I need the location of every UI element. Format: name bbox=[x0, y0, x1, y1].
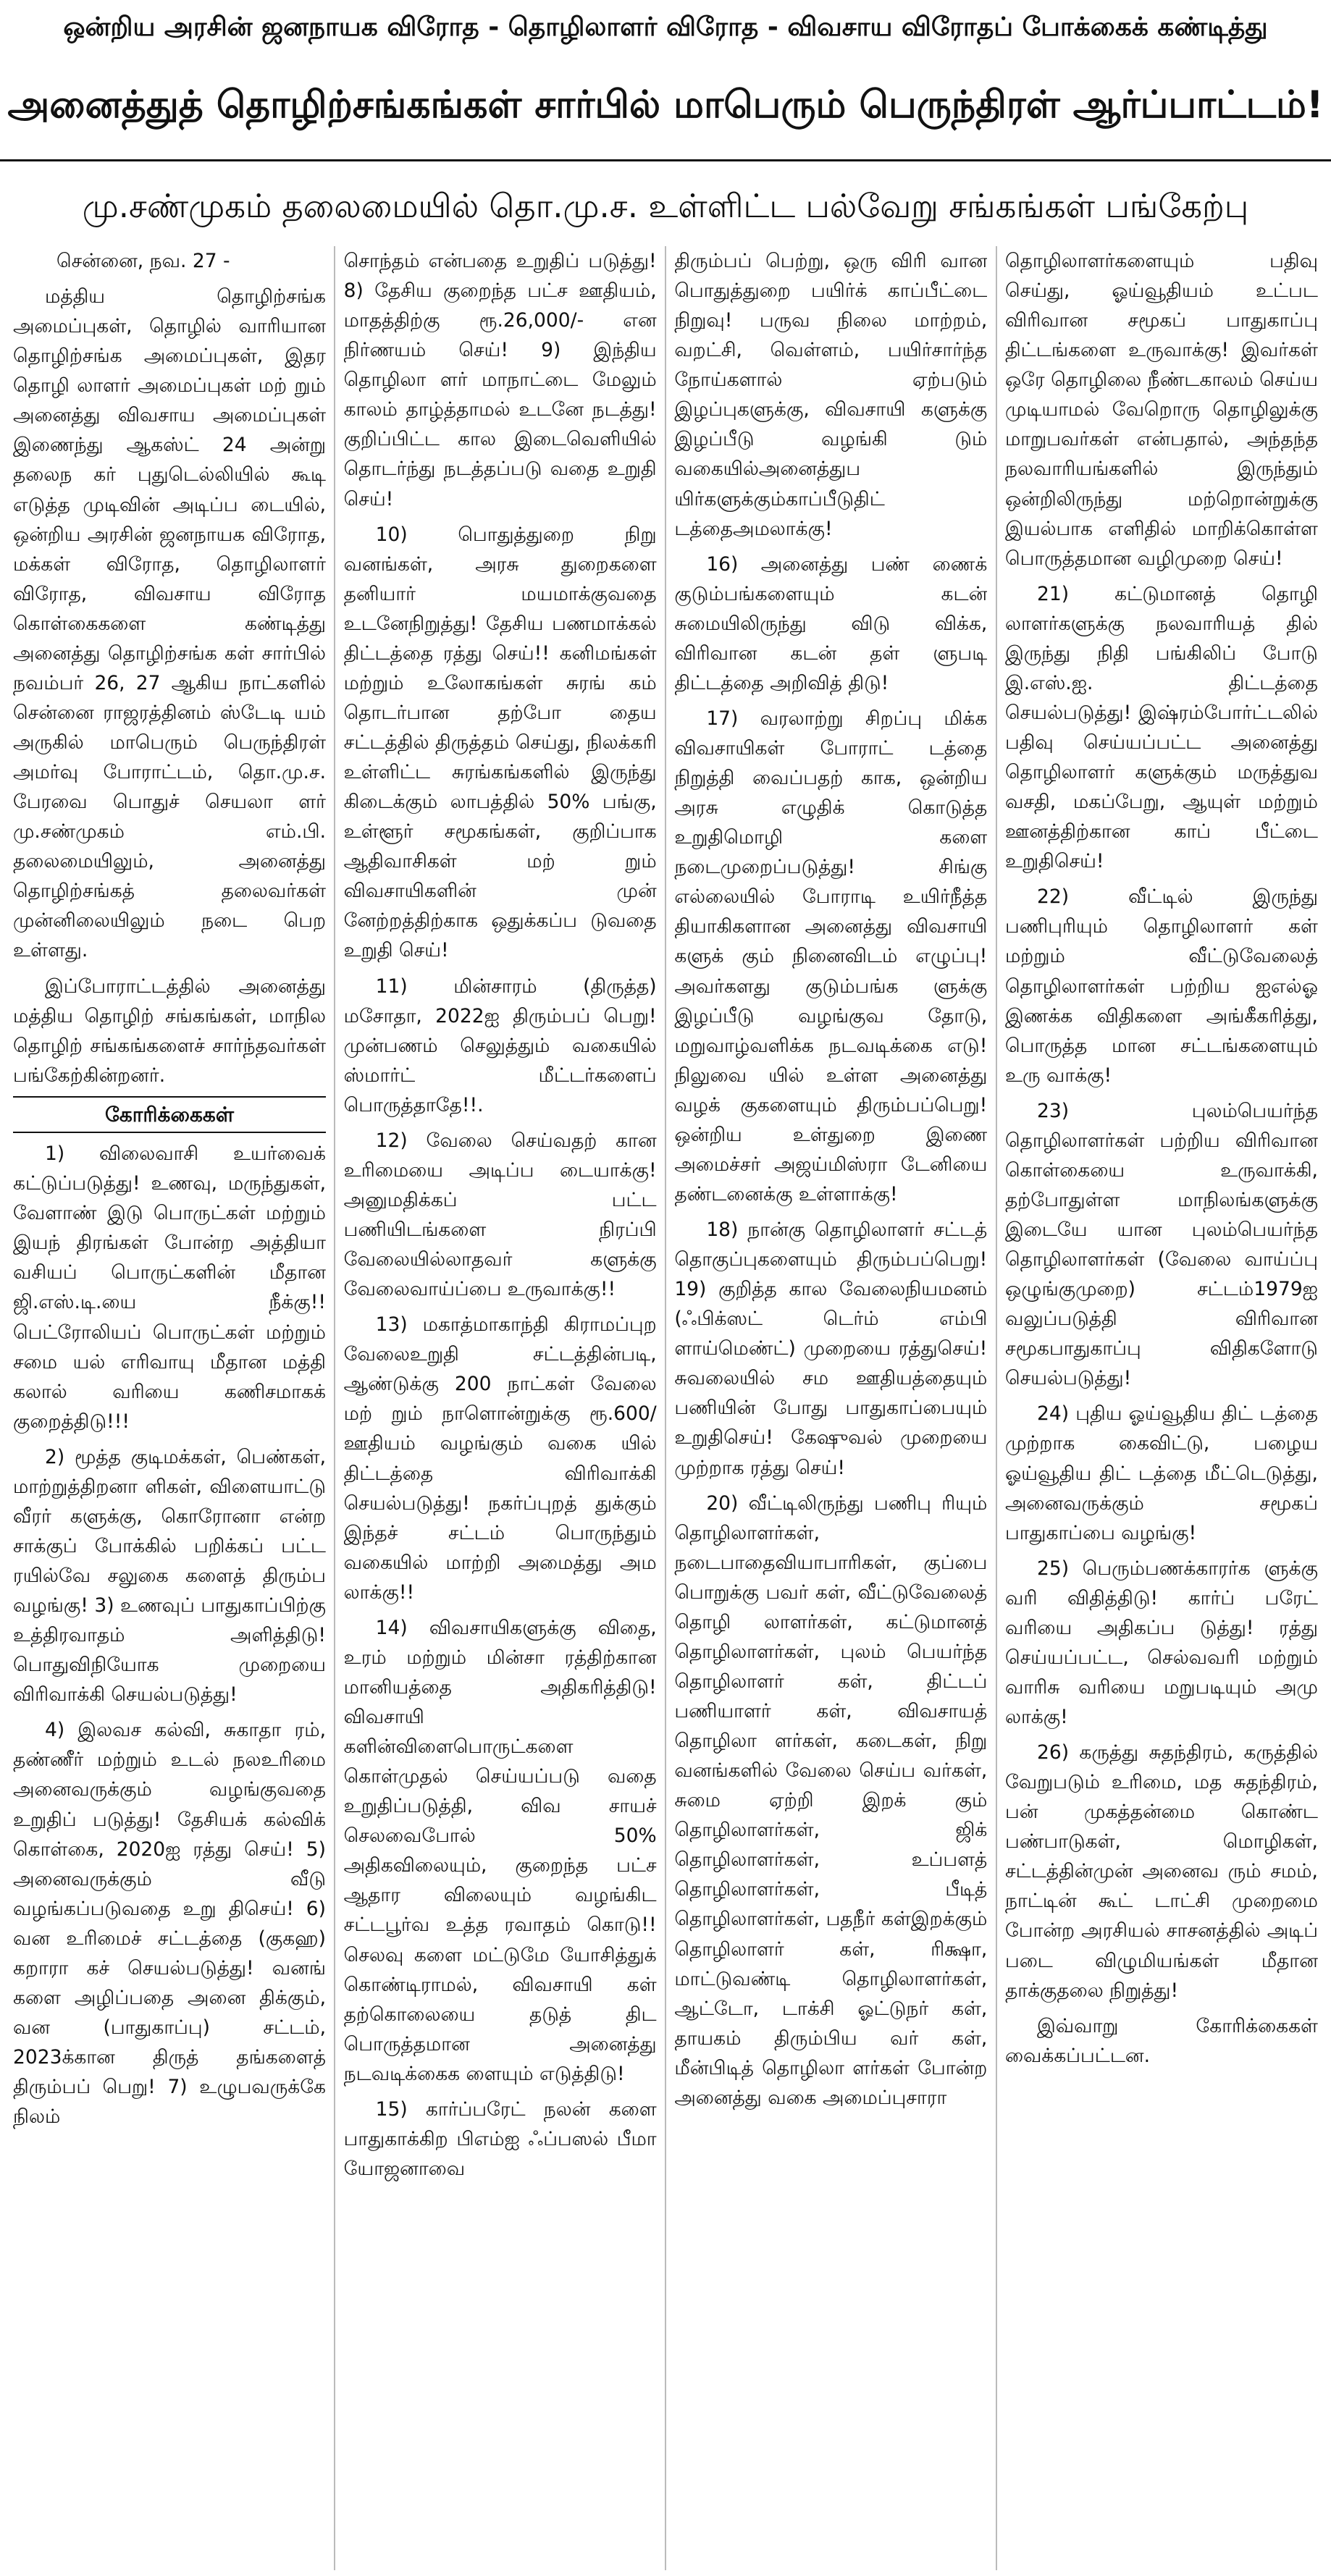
paragraph: 2) மூத்த குடிமக்கள், பெண்கள், மாற்றுத்திறனா ளிகள், விளையாட்டு வீரர் களுக்கு, கொரோனா என்ற சாக்குப் போக்கில் பறிக்கப் பட்ட ரயில்வே சலுகை களைத் திரும்ப வழங்கு! 3) உணவுப் பாதுகாப்பிற்கு உத்திரவாதம் அளித்திடு! பொதுவிநியோக முறையை விரிவாக்கி செயல்படுத்து! bbox=[13, 1445, 326, 1706]
paragraph: 23) புலம்பெயர்ந்த தொழிலாளர்கள் பற்றிய விரிவான கொள்கையை உருவாக்கி, தற்போதுள்ள மாநிலங்களுக்கு இடையே யான புலம்பெயர்ந்த தொழிலாளர்கள் (வேலை வாய்ப்பு ஒழுங்குமுறை) சட்டம்1979ஐ வலுப்படுத்தி விரிவான சமூகபாதுகாப்பு விதிகளோடு செயல்படுத்து! bbox=[1004, 1099, 1318, 1390]
column-divider bbox=[334, 246, 335, 2570]
paragraph: 18) நான்கு தொழிலாளர் சட்டத் தொகுப்புகளையும் திரும்பப்பெறு! 19) குறித்த கால வேலைநியமனம் (ஃபிக்ஸட் டெர்ம் எம்பி ளாய்மெண்ட்) முறையை ரத்துசெய்! சுவலையில் சம ஊதியத்தையும் பணியின் போது பாதுகாப்பையும் உறுதிசெய்! கேஷுவல் முறையை முற்றாக ரத்து செய்! bbox=[674, 1218, 988, 1479]
column-divider bbox=[996, 246, 997, 2570]
paragraph: 11) மின்சாரம் (திருத்த) மசோதா, 2022ஐ திரும்பப் பெறு! முன்பணம் செலுத்தும் வகையில் ஸ்மார்ட் மீட்டர்களைப் பொருத்தாதே!!. bbox=[343, 975, 657, 1116]
kicker-headline: ஒன்றிய அரசின் ஜனநாயக விரோத - தொழிலாளர் விரோத - விவசாய விரோதப் போக்கைக் கண்டித்து bbox=[63, 12, 1268, 42]
article-column-4 bbox=[1005, 246, 1318, 2570]
dateline: சென்னை, நவ. 27 - bbox=[56, 250, 230, 272]
paragraph: திரும்பப் பெற்று, ஒரு விரி வான பொதுத்துறை பயிர்க் காப்பீட்டை நிறுவு! பருவ நிலை மாற்றம், வறட்சி, வெள்ளம், பயிர்சார்ந்த நோய்களால் ஏற்படும் இழப்புகளுக்கு, விவசாயி களுக்கு இழப்பீடு வழங்கி டும் வகையில்அனைத்துப யிர்களுக்கும்காப்பீடுதிட் டத்தைஅமலாக்கு! bbox=[674, 250, 988, 540]
paragraph: 25) பெரும்பணக்காரர்க ளுக்கு வரி விதித்திடு! கார்ப் பரேட் வரியை அதிகப்ப டுத்து! ரத்து செய்யப்பட்ட, செல்வவரி மற்றும் வாரிசு வரியை மறுபடியும் அமு லாக்கு! bbox=[1004, 1557, 1318, 1728]
headline-divider bbox=[0, 159, 1331, 161]
paragraph: 16) அனைத்து பண் ணைக் குடும்பங்களையும் கடன் சுமையிலிருந்து விடு விக்க, விரிவான கடன் தள் ளுபடி திட்டத்தை அறிவித் திடு! bbox=[674, 552, 988, 694]
paragraph: 21) கட்டுமானத் தொழி லாளர்களுக்கு நலவாரியத் தில் இருந்து நிதி பங்கிலிப் போடு இ.எஸ்.ஐ. திட்டத்தை செயல்படுத்து! இஷ்ரம்போர்ட்டலில் பதிவு செய்யப்பட்ட அனைத்து தொழிலாளர் களுக்கும் மருத்துவ வசதி, மகப்பேறு, ஆயுள் மற்றும் ஊனத்திற்கான காப் பீட்டை உறுதிசெய்! bbox=[1004, 582, 1318, 873]
section-heading: கோரிக்கைகள் bbox=[13, 1096, 326, 1133]
paragraph: 4) இலவச கல்வி, சுகாதா ரம், தண்ணீர் மற்றும் உடல் நலஉரிமை அனைவருக்கும் வழங்குவதை உறுதிப் படுத்து! தேசியக் கல்விக் கொள்கை, 2020ஐ ரத்து செய்! 5) அனைவருக்கும் வீடு வழங்கப்படுவதை உறு திசெய்! 6) வன உரிமைச் சட்டத்தை (குகஹ) கறாரா கச் செயல்படுத்து! வனங் களை அழிப்பதை அனை திக்கும், வன (பாதுகாப்பு) சட்டம், 2023க்கான திருத் தங்களைத் திரும்பப் பெறு! 7) உழுபவருக்கே நிலம் bbox=[13, 1719, 326, 2129]
column-divider bbox=[665, 246, 666, 2570]
paragraph: 15) கார்ப்பரேட் நலன் களை பாதுகாக்கிற பிஎம்ஐ ஃப்பஸல் பீமா யோஜனாவை bbox=[343, 2097, 657, 2180]
paragraph: சொந்தம் என்பதை உறுதிப் படுத்து! 8) தேசிய குறைந்த பட்ச ஊதியம், மாதத்திற்கு ரூ.26,000/- என நிர்ணயம் செய்! 9) இந்திய தொழிலா ளர் மாநாட்டை மேலும் காலம் தாழ்த்தாமல் உடனே நடத்து! குறிப்பிட்ட கால இடைவெளியில் தொடர்ந்து நடத்தப்படு வதை உறுதி செய்! bbox=[343, 250, 657, 510]
sub-headline: மு.சண்முகம் தலைமையில் தொ.மு.ச. உள்ளிட்ட பல்வேறு சங்கங்கள் பங்கேற்பு bbox=[82, 187, 1249, 225]
article-column-3 bbox=[674, 246, 987, 2570]
article-columns bbox=[13, 246, 1318, 2570]
paragraph: 20) வீட்டிலிருந்து பணிபு ரியும் தொழிலாளர்கள், நடைபாதைவியாபாரிகள், குப்பை பொறுக்கு பவர் கள், வீட்டுவேலைத் தொழி லாளர்கள், கட்டுமானத் தொழிலாளர்கள், புலம் பெயர்ந்த தொழிலாளர் கள், திட்டப் பணியாளர் கள், விவசாயத் தொழிலா ளர்கள், கடைகள், நிறு வனங்களில் வேலை செய்ப வர்கள், சுமை ஏற்றி இறக் கும் தொழிலாளர்கள், ஜிக் தொழிலாளர்கள், உப்பளத் தொழிலாளர்கள், பீடித் தொழிலாளர்கள், பதநீர் கள்இறக்கும் தொழிலாளர் கள், ரிக்ஷா, மாட்டுவண்டி தொழிலாளர்கள், ஆட்டோ, டாக்சி ஓட்டுநர் கள், தாயகம் திரும்பிய வர் கள், மீன்பிடித் தொழிலா ளர்கள் போன்ற அனைத்து வகை அமைப்புசாரா bbox=[674, 1491, 988, 2109]
paragraph: இப்போராட்டத்தில் அனைத்து மத்திய தொழிற் சங்கங்கள், மாநில தொழிற் சங்கங்களைச் சார்ந்தவர்கள் பங்கேற்கின்றனர். bbox=[13, 975, 326, 1087]
paragraph: 22) வீட்டில் இருந்து பணிபுரியும் தொழிலாளர் கள் மற்றும் வீட்டுவேலைத் தொழிலாளர்கள் பற்றிய ஐஎல்ஓ இணக்க விதிகளை அங்கீகரித்து, பொருத்த மான சட்டங்களையும் உரு வாக்கு! bbox=[1004, 885, 1318, 1087]
paragraph: 13) மகாத்மாகாந்தி கிராமப்புற வேலைஉறுதி சட்டத்தின்படி, ஆண்டுக்கு 200 நாட்கள் வேலை மற் றும் நாளொன்றுக்கு ரூ.600/ ஊதியம் வழங்கும் வகை யில் திட்டத்தை விரிவாக்கி செயல்படுத்து! நகர்ப்புறத் துக்கும் இந்தச் சட்டம் பொருந்தும் வகையில் மாற்றி அமைத்து அம லாக்கு!! bbox=[343, 1313, 657, 1604]
paragraph: 24) புதிய ஓய்வூதிய திட் டத்தை முற்றாக கைவிட்டு, பழைய ஓய்வூதிய திட் டத்தை மீட்டெடுத்து, அனைவருக்கும் சமூகப் பாதுகாப்பை வழங்கு! bbox=[1004, 1402, 1318, 1544]
article-column-1 bbox=[13, 246, 326, 2570]
paragraph: மத்திய தொழிற்சங்க அமைப்புகள், தொழில் வாரியான தொழிற்சங்க அமைப்புகள், இதர தொழி லாளர் அமைப்புகள் மற் றும் அனைத்து விவசாய அமைப்புகள் இணைந்து ஆகஸ்ட் 24 அன்று தலைந கர் புதுடெல்லியில் கூடி எடுத்த முடிவின் அடிப்ப டையில், ஒன்றிய அரசின் ஜனநாயக விரோத, மக்கள் விரோத, தொழிலாளர் விரோத, விவசாய விரோத கொள்கைகளை கண்டித்து அனைத்து தொழிற்சங்க கள் சார்பில் நவம்பர் 26, 27 ஆகிய நாட்களில் சென்னை ராஜரத்தினம் ஸ்டேடி யம் அருகில் மாபெரும் பெருந்திரள் அமர்வு போராட்டம், தொ.மு.ச. பேரவை பொதுச் செயலா ளர் மு.சண்முகம் எம்.பி. தலைமையிலும், அனைத்து தொழிற்சங்கத் தலைவர்கள் முன்னிலையிலும் நடை பெற உள்ளது. bbox=[13, 285, 326, 962]
paragraph: 14) விவசாயிகளுக்கு விதை, உரம் மற்றும் மின்சா ரத்திற்கான மானியத்தை அதிகரித்திடு! விவசாயி களின்விளைபொருட்களை கொள்முதல் செய்யப்படு வதை உறுதிப்படுத்தி, விவ சாயச் செலவைபோல் 50% அதிகவிலையும், குறைந்த பட்ச ஆதார விலையும் வழங்கிட சட்டபூர்வ உத்த ரவாதம் கொடு!! செலவு களை மட்டுமே யோசித்துக் கொண்டிராமல், விவசாயி கள் தற்கொலையை தடுத் திட பொருத்தமான அனைத்து நடவடிக்கைக ளையும் எடுத்திடு! bbox=[343, 1616, 657, 2085]
paragraph: தொழிலாளர்களையும் பதிவு செய்து, ஓய்வூதியம் உட்பட விரிவான சமூகப் பாதுகாப்பு திட்டங்களை உருவாக்கு! இவர்கள் ஒரே தொழிலை நீண்டகாலம் செய்ய முடியாமல் வேறொரு தொழிலுக்கு மாறுபவர்கள் என்பதால், அந்தந்த நலவாரியங்களில் இருந்தும் ஒன்றிலிருந்து மற்றொன்றுக்கு இயல்பாக எளிதில் மாறிக்கொள்ள பொருத்தமான வழிமுறை செய்! bbox=[1004, 250, 1318, 570]
paragraph: 1) விலைவாசி உயர்வைக் கட்டுப்படுத்து! உணவு, மருந்துகள், வேளாண் இடு பொருட்கள் மற்றும் இயந் திரங்கள் போன்ற அத்தியா வசியப் பொருட்களின் மீதான ஜி.எஸ்.டி.யை நீக்கு!! பெட்ரோலியப் பொருட்கள் மற்றும் சமை யல் எரிவாயு மீதான மத்தி கலால் வரியை கணிசமாகக் குறைத்திடு!!! bbox=[13, 1142, 326, 1433]
paragraph: 17) வரலாற்று சிறப்பு மிக்க விவசாயிகள் போராட் டத்தை நிறுத்தி வைப்பதற் காக, ஒன்றிய அரசு எழுதிக் கொடுத்த உறுதிமொழி களை நடைமுறைப்படுத்து! சிங்கு எல்லையில் போராடி உயிர்நீத்த தியாகிகளான அனைத்து விவசாயி களுக் கும் நினைவிடம் எழுப்பு! அவர்களது குடும்பங்க ளுக்கு இழப்பீடு வழங்குவ தோடு, மறுவாழ்வளிக்க நடவடிக்கை எடு! நிலுவை யில் உள்ள அனைத்து வழக் குகளையும் திரும்பப்பெறு! ஒன்றிய உள்துறை இணை அமைச்சர் அஜய்மிஸ்ரா டேனியை தண்டனைக்கு உள்ளாக்கு! bbox=[674, 707, 988, 1205]
paragraph: 12) வேலை செய்வதற் கான உரிமையை அடிப்ப டையாக்கு! அனுமதிக்கப் பட்ட பணியிடங்களை நிரப்பி வேலையில்லாதவர் களுக்கு வேலைவாய்ப்பை உருவாக்கு!! bbox=[343, 1129, 657, 1301]
article-column-2 bbox=[344, 246, 657, 2570]
main-headline: அனைத்துத் தொழிற்சங்கங்கள் சார்பில் மாபெரும் பெருந்திரள் ஆர்ப்பாட்டம்! bbox=[7, 83, 1324, 127]
paragraph: இவ்வாறு கோரிக்கைகள் வைக்கப்பட்டன. bbox=[1004, 2014, 1318, 2067]
paragraph: 10) பொதுத்துறை நிறு வனங்கள், அரசு துறைகளை தனியார் மயமாக்குவதை உடனேநிறுத்து! தேசிய பணமாக்கல் திட்டத்தை ரத்து செய்!! கனிமங்கள் மற்றும் உலோகங்கள் சுரங் கம் தொடர்பான தற்போ தைய சட்டத்தில் திருத்தம் செய்து, நிலக்கரி உள்ளிட்ட சுரங்கங்களில் இருந்து கிடைக்கும் லாபத்தில் 50% பங்கு, உள்ளூர் சமூகங்கள், குறிப்பாக ஆதிவாசிகள் மற் றும் விவசாயிகளின் முன் னேற்றத்திற்காக ஒதுக்கப்ப டுவதை உறுதி செய்! bbox=[343, 523, 657, 962]
paragraph: 26) கருத்து சுதந்திரம், கருத்தில் வேறுபடும் உரிமை, மத சுதந்திரம், பன் முகத்தன்மை கொண்ட பண்பாடுகள், மொழிகள், சட்டத்தின்முன் அனைவ ரும் சமம், நாட்டின் கூட் டாட்சி முறைமை போன்ற அரசியல் சாசனத்தில் அடிப் படை விழுமியங்கள் மீதான தாக்குதலை நிறுத்து! bbox=[1004, 1741, 1318, 2002]
